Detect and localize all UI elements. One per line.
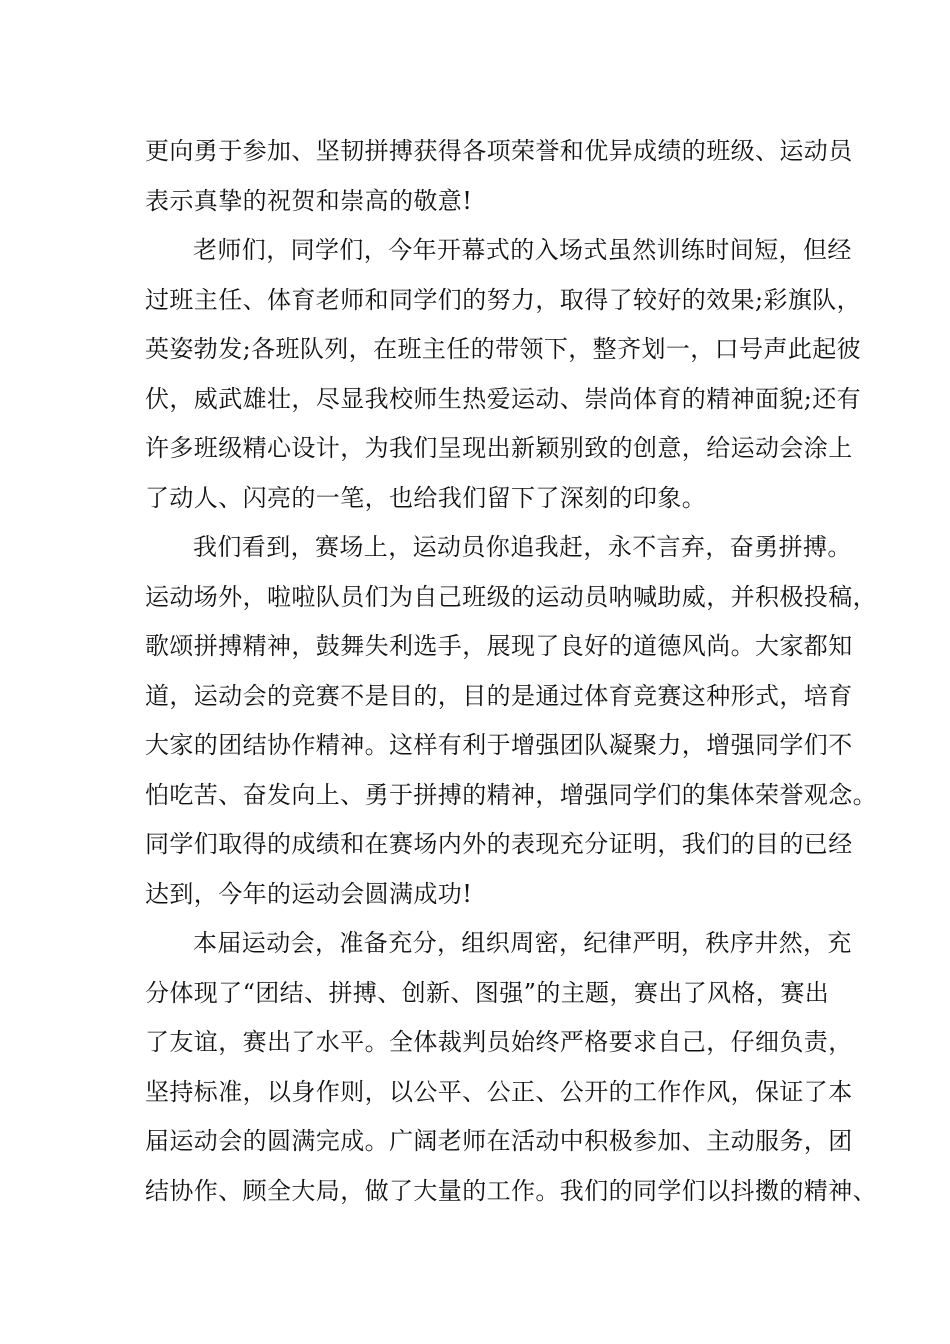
- text-line: 道，运动会的竞赛不是目的，目的是通过体育竞赛这种形式，培育: [145, 681, 853, 710]
- text-line: 运动场外，啦啦队员们为自己班级的运动员呐喊助威，并积极投稿，: [145, 582, 877, 611]
- text-line: 分体现了“团结、拼搏、创新、图强”的主题，赛出了风格，赛出: [145, 978, 830, 1007]
- text-line: 伏，威武雄壮，尽显我校师生热爱运动、崇尚体育的精神面貌;还有: [145, 384, 862, 413]
- text-line: 大家的团结协作精神。这样有利于增强团队凝聚力，增强同学们不: [145, 731, 853, 759]
- text-line: 了友谊，赛出了水平。全体裁判员始终严格要求自己，仔细负责，: [145, 1028, 853, 1056]
- text-line: 结协作、顾全大局，做了大量的工作。我们的同学们以抖擞的精神、: [145, 1176, 877, 1205]
- paragraph-start-line: 老师们，同学们，今年开幕式的入场式虽然训练时间短，但经: [193, 236, 852, 264]
- text-line: 更向勇于参加、坚韧拼搏获得各项荣誉和优异成绩的班级、运动员: [145, 137, 853, 165]
- text-line: 了动人、闪亮的一笔，也给我们留下了深刻的印象。: [145, 483, 707, 512]
- text-line: 达到，今年的运动会圆满成功!: [145, 879, 473, 908]
- text-line: 歌颂拼搏精神，鼓舞失利选手，展现了良好的道德风尚。大家都知: [145, 632, 853, 660]
- text-line: 怕吃苦、奋发向上、勇于拼搏的精神，增强同学们的集体荣誉观念。: [145, 780, 877, 809]
- document-body: [145, 127, 877, 1216]
- text-line: 同学们取得的成绩和在赛场内外的表现充分证明，我们的目的已经: [145, 830, 853, 858]
- text-line: 坚持标准，以身作则，以公平、公正、公开的工作作风，保证了本: [145, 1077, 853, 1106]
- paragraph-start-line: 我们看到，赛场上，运动员你追我赶，永不言弃，奋勇拼搏。: [193, 533, 852, 561]
- text-line: 英姿勃发;各班队列，在班主任的带领下，整齐划一，口号声此起彼: [145, 335, 862, 363]
- text-line: 届运动会的圆满完成。广阔老师在活动中积极参加、主动服务，团: [145, 1127, 853, 1155]
- paragraph-start-line: 本届运动会，准备充分，组织周密，纪律严明，秩序井然，充: [193, 929, 852, 957]
- text-line: 过班主任、体育老师和同学们的努力，取得了较好的效果;彩旗队，: [145, 285, 862, 314]
- text-line: 许多班级精心设计，为我们呈现出新颖别致的创意，给运动会涂上: [145, 434, 853, 462]
- text-line: 表示真挚的祝贺和崇高的敬意!: [145, 186, 473, 215]
